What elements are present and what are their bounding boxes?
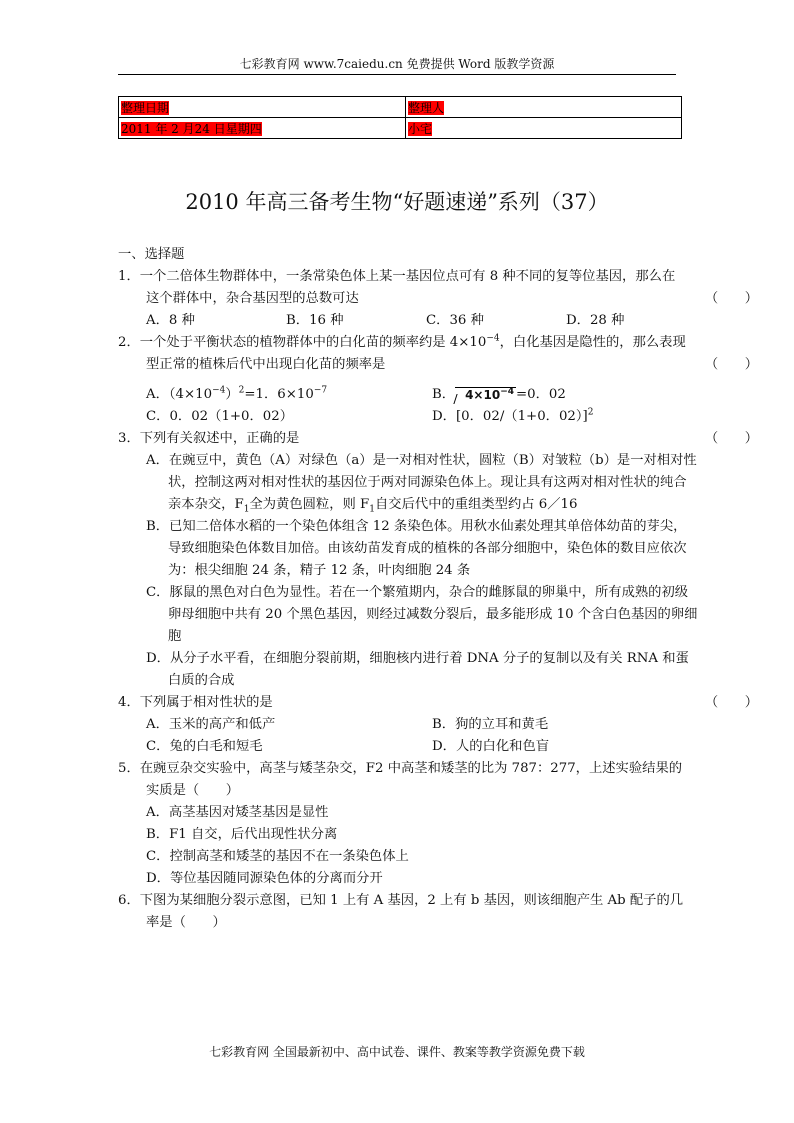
- meta-table: [118, 96, 682, 139]
- sqrt-symbol: $4\times 10^{-4}$: [455, 387, 516, 403]
- question-3: [118, 428, 758, 450]
- q4-option-a: A．玉米的高产和低产: [146, 717, 276, 732]
- question-2: [118, 332, 758, 376]
- question-5-stem: 5．在豌豆杂交实验中，高茎与矮茎杂交，F2 中高茎和矮茎的比为 787：277，上述实验结果的实质是（ ）: [118, 761, 683, 798]
- q5-option-c: C．控制高茎和矮茎的基因不在一条染色体上: [146, 849, 409, 864]
- question-2-stem-post: ，白化基因是隐性的，那么表现型正常的植株后代中出现白化苗的频率是: [146, 335, 686, 372]
- question-1-options: [118, 310, 758, 332]
- question-list: [118, 244, 758, 934]
- question-4: [118, 692, 758, 714]
- q2-option-d: D．[0．02/（1+0．02）]$^2$: [432, 407, 594, 424]
- q4-option-b: B．狗的立耳和黄毛: [432, 717, 549, 732]
- meta-label-date: 整理日期: [121, 100, 170, 115]
- meta-date-cell: [119, 118, 406, 139]
- question-6: [118, 890, 758, 934]
- q4-option-c: C．兔的白毛和短毛: [146, 739, 263, 754]
- page-title: 2010 年高三备考生物“好题速递”系列（37）: [185, 190, 609, 214]
- answer-bracket-3: （ ）: [704, 431, 758, 446]
- q3-option-d: D．从分子水平看，在细胞分裂前期，细胞核内进行着 DNA 分子的复制以及有关 RNA 和蛋白质的合成: [146, 651, 689, 688]
- page-header: 七彩教育网 www.7caiedu.cn 免费提供 Word 版教学资源: [239, 57, 555, 71]
- question-2-stem-exp: −4: [486, 333, 500, 344]
- header-rule: [118, 74, 676, 75]
- question-4-options-row2: [118, 736, 758, 758]
- question-4-stem: 4．下列属于相对性状的是: [118, 695, 273, 710]
- q3-option-a: A．在豌豆中，黄色（A）对绿色（a）是一对相对性状，圆粒（B）对皱粒（b）是一对相对性状，控制这两对相对性状的基因位于两对同源染色体上。现让具有这两对相对性状的纯合亲本杂交，$F_1$全为黄色圆粒，则 $F_1$自交后代中的重组类型约占 6／16: [146, 453, 697, 515]
- q3-option-c: C．豚鼠的黑色对白色为显性。若在一个繁殖期内，杂合的雌豚鼠的卵巢中，所有成熟的初级卵母细胞中共有 20 个黑色基因，则经过减数分裂后，最多能形成 10 个含白色基因的卵细胞: [146, 585, 698, 644]
- q5-option-a: A．高茎基因对矮茎基因是显性: [146, 805, 329, 820]
- question-3-stem: 3．下列有关叙述中，正确的是: [118, 431, 300, 446]
- q3-option-b: B．已知二倍体水稻的一个染色体组含 12 条染色体。用秋水仙素处理其单倍体幼苗的芽尖，导致细胞染色体数目加倍。由该幼苗发育成的植株的各部分细胞中，染色体的数目应依次为：根尖细胞 24 条，精子 12 条，叶肉细胞 24 条: [146, 519, 687, 578]
- question-2-options-row2: [118, 406, 758, 428]
- question-1: [118, 266, 758, 310]
- q1-option-b: B．16 种: [286, 313, 344, 328]
- q1-option-c: C．36 种: [426, 313, 484, 328]
- question-5: [118, 758, 758, 802]
- answer-bracket-4: （ ）: [704, 695, 758, 710]
- q2-option-c: C．0．02（1+0．02）: [146, 409, 294, 424]
- q2-option-b: B． $4\times 10^{-4} =0$．02: [432, 386, 566, 402]
- meta-person: 小宅: [408, 121, 433, 136]
- q2-option-a: A．$(4\times 10^{-4})^2=1$．$6\times 10^{-7}$: [146, 385, 328, 402]
- q1-option-a: A．8 种: [146, 313, 195, 328]
- answer-bracket-1: （ ）: [704, 291, 758, 306]
- question-4-options-row1: [118, 714, 758, 736]
- page-footer: 七彩教育网 全国最新初中、高中试卷、课件、教案等教学资源免费下载: [209, 1045, 585, 1059]
- q1-option-d: D．28 种: [566, 313, 625, 328]
- question-2-stem-pre: 2．一个处于平衡状态的植物群体中的白化苗的频率约是 4×10: [118, 335, 487, 350]
- meta-label-person-cell: [406, 97, 682, 118]
- answer-bracket-2: （ ）: [704, 357, 758, 372]
- q5-option-d: D．等位基因随同源染色体的分离而分开: [146, 871, 383, 886]
- section-heading: 一、选择题: [118, 247, 185, 262]
- meta-person-cell: [406, 118, 682, 139]
- question-2-options-row1: [118, 384, 758, 406]
- meta-label-person: 整理人: [408, 100, 445, 115]
- meta-label-date-cell: [119, 97, 406, 118]
- question-6-stem: 6．下图为某细胞分裂示意图，已知 1 上有 A 基因，2 上有 b 基因，则该细胞产生 Ab 配子的几率是（ ）: [118, 893, 684, 930]
- meta-date: 2011 年 2 月24 日星期四: [121, 121, 262, 136]
- q4-option-d: D．人的白化和色盲: [432, 739, 550, 754]
- q5-option-b: B．F1 自交，后代出现性状分离: [146, 827, 338, 842]
- question-1-stem: 1．一个二倍体生物群体中，一条常染色体上某一基因位点可有 8 种不同的复等位基因，那么在这个群体中，杂合基因型的总数可达: [118, 269, 676, 306]
